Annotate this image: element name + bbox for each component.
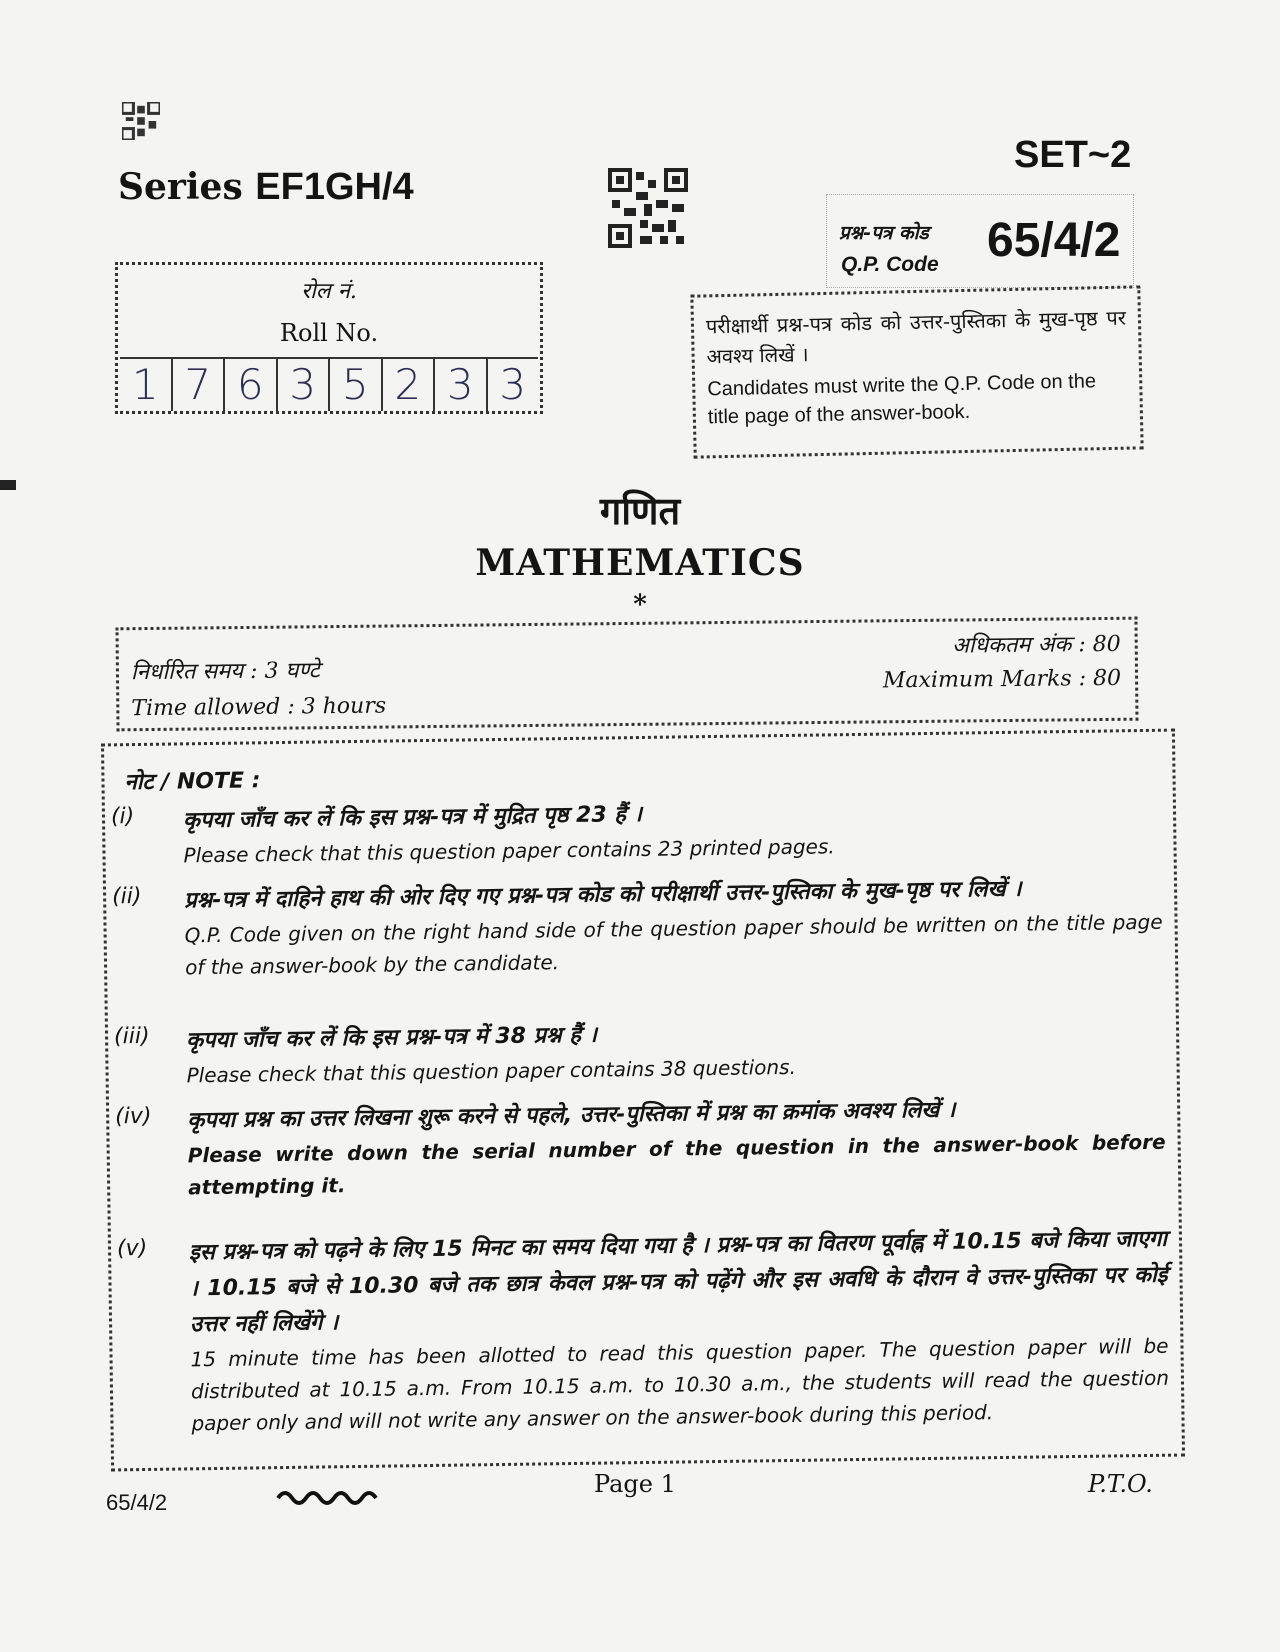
roll-digit: 6 (225, 359, 278, 411)
subject-title-hindi: गणित (599, 489, 681, 533)
note-item (111, 870, 1163, 980)
note-hindi: कृपया प्रश्न का उत्तर लिखना शुरू करने से पहले, उत्तर-पुस्तिका में प्रश्न का क्रमांक अवश्य लिखें । (187, 1097, 956, 1134)
series-code: EF1GH/4 (255, 166, 414, 208)
note-number: (iii) (113, 1023, 150, 1050)
note-english: 15 minute time has been allotted to read this question paper. The question paper will be distributed at 10.15 a.m. From 10.15 a.m. to 10.30 a.m., the students will read the question paper only and will not write any answer on the answer-book during this period. (190, 1333, 1170, 1436)
roll-digit: 5 (330, 359, 383, 411)
roll-digit: 3 (435, 359, 488, 411)
roll-digit: 2 (383, 359, 436, 411)
qp-code-box (826, 194, 1134, 288)
footer-qp-code: 65/4/2 (106, 1490, 168, 1515)
note-hindi: कृपया जाँच कर लें कि इस प्रश्न-पत्र में मुद्रित पृष्ठ 23 हैं । (182, 801, 643, 834)
roll-digit: 1 (120, 359, 173, 411)
series-label (118, 166, 414, 209)
set-number: SET~2 (1014, 134, 1132, 176)
squiggle-decoration-icon (276, 1486, 384, 1506)
maximum-marks: Maximum Marks : 80 (882, 665, 1122, 694)
maximum-marks-hindi: अधिकतम अंक : 80 (951, 631, 1121, 659)
roll-number-box (115, 262, 543, 414)
instruction-hindi: परीक्षार्थी प्रश्न-पत्र कोड को उत्तर-पुस्तिका के मुख-पृष्ठ पर अवश्य लिखें । (705, 305, 1127, 369)
page-number: Page 1 (594, 1470, 676, 1498)
note-english: Please check that this question paper contains 23 printed pages. (183, 834, 835, 868)
please-turn-over: P.T.O. (1088, 1470, 1153, 1498)
qp-code-label: Q.P. Code (841, 253, 939, 276)
roll-label: Roll No. (279, 319, 379, 347)
note-number: (ii) (111, 883, 142, 910)
time-allowed: Time allowed : 3 hours (131, 693, 387, 722)
roll-digits (120, 357, 538, 411)
note-number: (v) (116, 1235, 148, 1262)
asterisk-mark: * (633, 590, 647, 620)
qr-code-small-icon (122, 102, 160, 140)
note-item (115, 1090, 1166, 1200)
roll-digit: 7 (173, 359, 226, 411)
time-marks-box (115, 617, 1138, 732)
note-item (116, 1222, 1170, 1436)
time-allowed-hindi: निर्धारित समय : 3 घण्टे (130, 658, 320, 686)
note-hindi: कृपया जाँच कर लें कि इस प्रश्न-पत्र में 38 प्रश्न हैं । (185, 1022, 598, 1054)
note-english: Please write down the serial number of the question in the answer-book before attempting it. (187, 1129, 1166, 1200)
subject-title: MATHEMATICS (475, 542, 805, 584)
qp-code-label-hindi: प्रश्न-पत्र कोड (839, 222, 929, 244)
roll-label-hindi: रोल नं. (301, 279, 357, 304)
note-number: (iv) (115, 1103, 152, 1130)
series-word: Series (118, 166, 243, 208)
note-item (113, 1010, 1164, 1088)
roll-digit: 3 (499, 360, 527, 409)
instruction-english: Candidates must write the Q.P. Code on the title page of the answer-book. (707, 370, 1097, 429)
qr-code-icon (608, 168, 688, 248)
note-hindi: इस प्रश्न-पत्र को पढ़ने के लिए 15 मिनट का समय दिया गया है । प्रश्न-पत्र का वितरण पूर्वाह्न में 10.15 बजे किया जाएगा । 10.15 बजे से 10.30 बजे तक छात्र केवल प्रश्न-पत्र को पढ़ेंगे और इस अवधि के दौरान वे उत्तर-पुस्तिका पर कोई उत्तर नहीं लिखेंगे । (188, 1226, 1168, 1338)
qp-code-instruction-box (690, 285, 1143, 458)
note-number: (i) (110, 804, 135, 830)
note-item (110, 790, 1161, 868)
note-box (101, 729, 1185, 1472)
note-hindi: प्रश्न-पत्र में दाहिने हाथ की ओर दिए गए प्रश्न-पत्र कोड को परीक्षार्थी उत्तर-पुस्तिका के मुख-पृष्ठ पर लिखें । (184, 876, 1022, 914)
note-title: नोट / NOTE : (124, 768, 261, 796)
qp-code-value: 65/4/2 (987, 214, 1121, 267)
roll-digit: 3 (278, 359, 331, 411)
note-english: Please check that this question paper contains 38 questions. (186, 1054, 797, 1088)
note-english: Q.P. Code given on the right hand side of the question paper should be written on the title page of the answer-book by the candidate. (184, 909, 1163, 980)
